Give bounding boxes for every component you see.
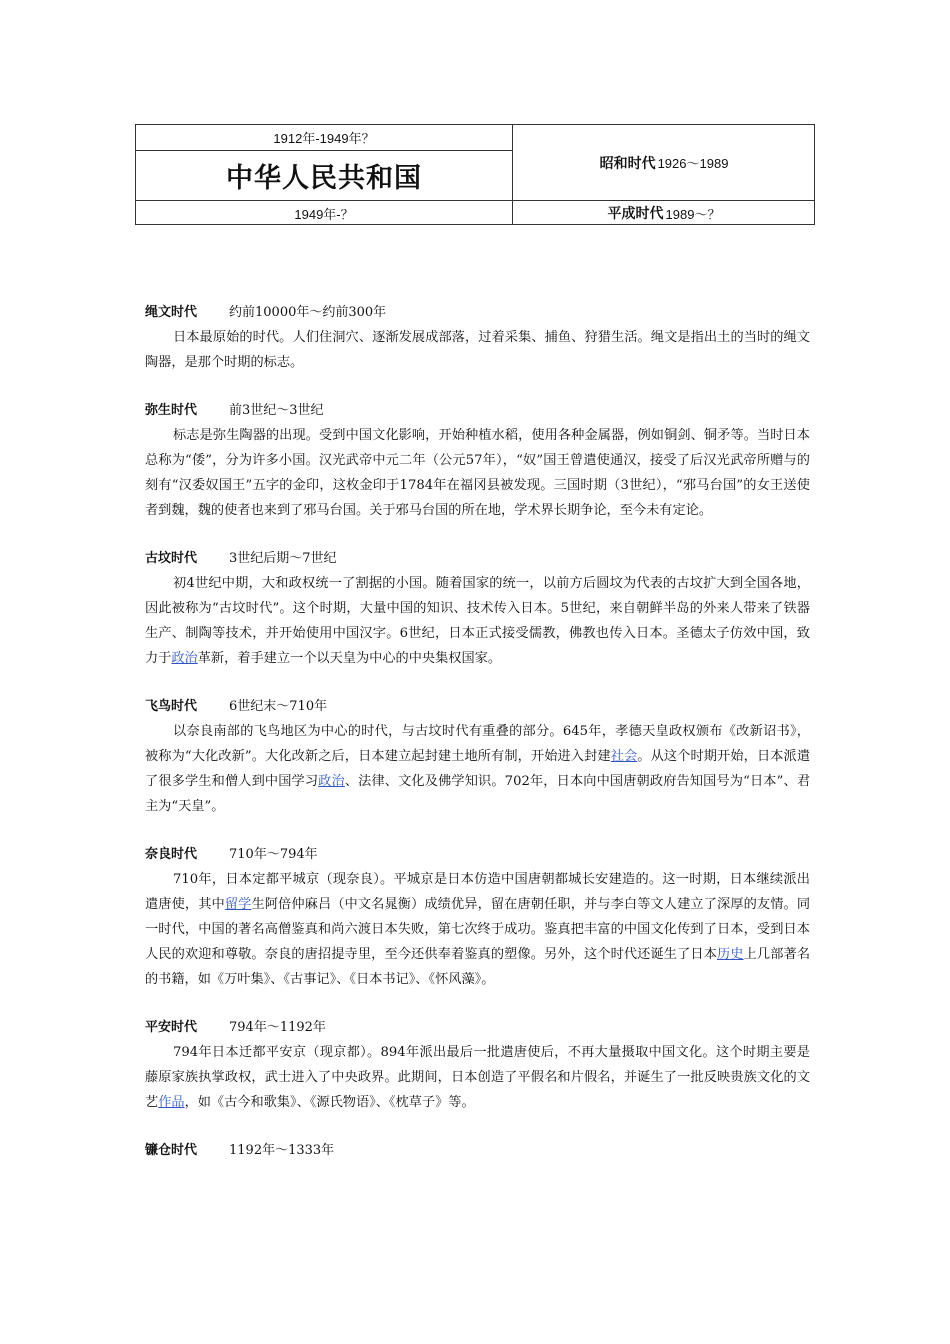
term-link[interactable]: 政治 xyxy=(171,651,198,666)
era-description xyxy=(145,571,810,671)
era-name: 镰仓时代 xyxy=(145,1143,198,1158)
era-description xyxy=(145,1040,810,1115)
era-section xyxy=(145,546,810,671)
era-range: 1192年～1333年 xyxy=(229,1143,335,1158)
era-range: 前3世纪～3世纪 xyxy=(229,403,324,418)
era-header xyxy=(145,694,810,719)
cell-showa xyxy=(513,125,815,200)
term-link[interactable]: 社会 xyxy=(610,749,638,764)
era-header xyxy=(145,842,810,867)
term-link[interactable]: 政治 xyxy=(318,774,345,789)
description-text: 标志是弥生陶器的出现。受到中国文化影响，开始种植水稻，使用各种金属器，例如铜剑、铜矛等。当时日本总称为“倭”，分为许多小国。汉光武帝中元二年（公元57年），“奴”国王曾遣使通汉，接受了后汉光武帝所赠与的刻有“汉委奴国王”五字的金印，这枚金印于1784年在福冈县被发现。三国时期（3世纪），“邪马台国”的女王送使者到魏，魏的使者也来到了邪马台国。关于邪马台国的所在地，学术界长期争论，至今未有定论。 xyxy=(145,428,810,518)
cell-heisei xyxy=(513,201,815,225)
description-text: 794年日本迁都平安京（现京都）。894年派出最后一批遣唐使后，不再大量摄取中国文化。这个时期主要是藤原家族执掌政权，武士进入了中央政界。此期间，日本创造了平假名和片假名，并诞生了一批反映贵族文化的文艺 xyxy=(145,1045,810,1110)
cell-prc-title: 中华人民共和国 xyxy=(226,163,422,194)
description-text: ，如《古今和歌集》、《源氏物语》、《枕草子》等。 xyxy=(184,1095,475,1110)
showa-name: 昭和时代 xyxy=(599,155,656,172)
description-text: 日本最原始的时代。人们住洞穴、逐渐发展成部落，过着采集、捕鱼、狩猎生活。绳文是指出土的当时的绳文陶器，是那个时期的标志。 xyxy=(145,330,810,370)
term-link[interactable]: 作品 xyxy=(158,1095,185,1110)
era-description xyxy=(145,719,810,819)
description-text: 。从这个时期开始，日本派遣了很多学生和僧人到中国学习 xyxy=(145,749,811,789)
description-text: 初4世纪中期，大和政权统一了割据的小国。随着国家的统一，以前方后圆坟为代表的古坟扩大到全国各地，因此被称为“古坟时代”。这个时期，大量中国的知识、技术传入日本。5世纪，来自朝鲜半岛的外来人带来了铁器生产、制陶等技术，并开始使用中国汉字。6世纪，日本正式接受儒教，佛教也传入日本。圣德太子仿效中国，致力于 xyxy=(145,576,810,666)
term-link[interactable]: 留学 xyxy=(224,897,252,912)
era-section xyxy=(145,1138,810,1163)
era-name: 奈良时代 xyxy=(145,847,198,862)
era-header xyxy=(145,300,810,325)
era-header xyxy=(145,1138,810,1163)
era-header xyxy=(145,398,810,423)
era-description xyxy=(145,867,810,992)
era-range: 710年～794年 xyxy=(229,847,318,862)
era-header xyxy=(145,546,810,571)
description-text: 上几部著名的书籍，如《万叶集》、《古事记》、《日本书记》、《怀风藻》。 xyxy=(145,947,811,987)
cell-top-range: 1912年-1949年？ xyxy=(273,131,375,146)
description-text: 、法律、文化及佛学知识。702年，日本向中国唐朝政府告知国号为“日本”、君主为“天皇”。 xyxy=(145,774,811,814)
era-name: 弥生时代 xyxy=(145,403,198,418)
era-header xyxy=(145,1015,810,1040)
era-name: 绳文时代 xyxy=(145,305,198,320)
era-description xyxy=(145,423,810,523)
era-table xyxy=(135,124,815,225)
term-link[interactable]: 历史 xyxy=(717,947,744,962)
era-range: 约前10000年～约前300年 xyxy=(229,305,387,320)
description-text: 革新，着手建立一个以天皇为中心的中央集权国家。 xyxy=(197,651,502,666)
era-name: 飞鸟时代 xyxy=(145,699,198,714)
era-description xyxy=(145,325,810,375)
era-section xyxy=(145,842,810,992)
cell-prc-range: 1949年-？ xyxy=(294,206,354,222)
era-range: 794年～1192年 xyxy=(229,1020,326,1035)
era-section xyxy=(145,398,810,523)
heisei-range: 1989～？ xyxy=(665,206,721,222)
era-range: 3世纪后期～7世纪 xyxy=(229,551,337,566)
description-text: 710年，日本定都平城京（现奈良）。平城京是日本仿造中国唐朝都城长安建造的。这一时期，日本继续派出遣唐使，其中 xyxy=(145,872,810,912)
history-content xyxy=(145,300,810,1186)
era-name: 平安时代 xyxy=(145,1020,198,1035)
description-text: 生阿倍仲麻吕（中文名晁衡）成绩优异，留在唐朝任职，并与李白等文人建立了深厚的友情。同一时代，中国的著名高僧鉴真和尚六渡日本失败，第七次终于成功。鉴真把丰富的中国文化传到了日本，受到日本人民的欢迎和尊敬。奈良的唐招提寺里，至今还供奉着鉴真的塑像。另外，这个时代还诞生了日本 xyxy=(145,897,811,962)
era-section xyxy=(145,300,810,375)
showa-range: 1926～1989 xyxy=(657,156,729,171)
era-range: 6世纪末～710年 xyxy=(229,699,328,714)
era-section xyxy=(145,694,810,819)
era-section xyxy=(145,1015,810,1115)
era-name: 古坟时代 xyxy=(145,551,198,566)
heisei-name: 平成时代 xyxy=(607,206,664,222)
description-text: 以奈良南部的飞鸟地区为中心的时代，与古坟时代有重叠的部分。645年，孝德天皇政权颁布《改新诏书》，被称为“大化改新”。大化改新之后，日本建立起封建土地所有制，开始进入封建 xyxy=(145,724,810,764)
